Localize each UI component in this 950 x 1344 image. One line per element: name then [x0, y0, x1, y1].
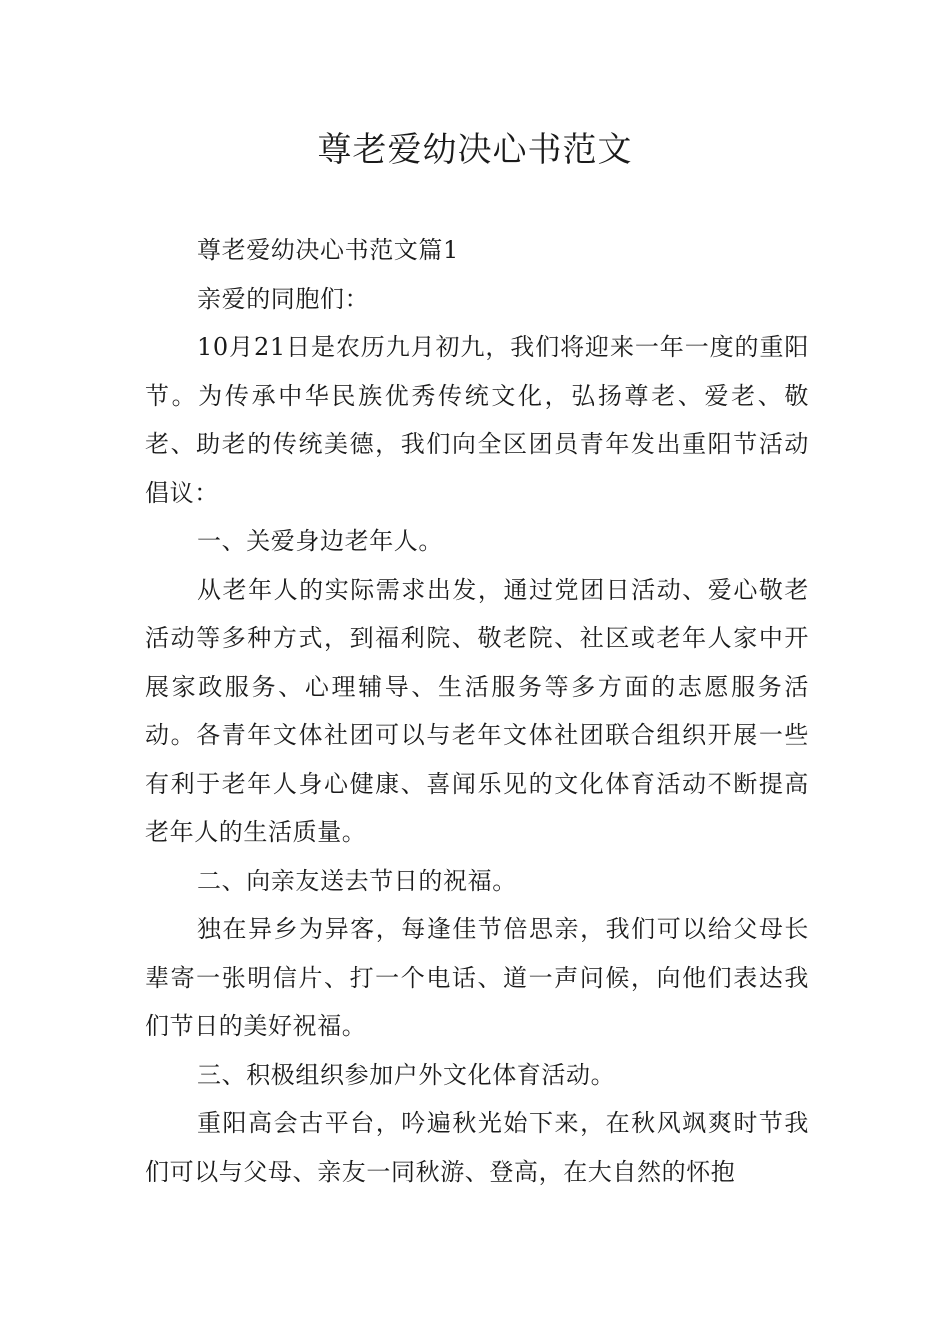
document-body: [145, 226, 809, 1196]
point-one-heading: 一、关爱身边老年人。: [197, 527, 443, 555]
point-three-body: 重阳高会古平台，吟遍秋光始下来，在秋风飒爽时节我们可以与父母、亲友一同秋游、登高，在大自然的怀抱: [145, 1109, 809, 1186]
point-one-body: 从老年人的实际需求出发，通过党团日活动、爱心敬老活动等多种方式，到福利院、敬老院、社区或老年人家中开展家政服务、心理辅导、生活服务等多方面的志愿服务活动。各青年文体社团可以与老年文体社团联合组织开展一些有利于老年人身心健康、喜闻乐见的文化体育活动不断提高老年人的生活质量。: [145, 575, 809, 846]
salutation: 亲爱的同胞们：: [197, 284, 370, 313]
point-two-heading: 二、向亲友送去节日的祝福。: [197, 866, 517, 895]
intro-paragraph: 10月21日是农历九月初九，我们将迎来一年一度的重阳节。为传承中华民族优秀传统文化，弘扬尊老、爱老、敬老、助老的传统美德，我们向全区团员青年发出重阳节活动倡议：: [145, 333, 809, 507]
point-three-heading: 三、积极组织参加户外文化体育活动。: [197, 1060, 616, 1089]
document-title: 尊老爱幼决心书范文: [317, 130, 633, 170]
point-two-body: 独在异乡为异客，每逢佳节倍思亲，我们可以给父母长辈寄一张明信片、打一个电话、道一声问候，向他们表达我们节日的美好祝福。: [145, 915, 809, 1040]
section-heading-article-1: 尊老爱幼决心书范文篇1: [197, 236, 459, 264]
